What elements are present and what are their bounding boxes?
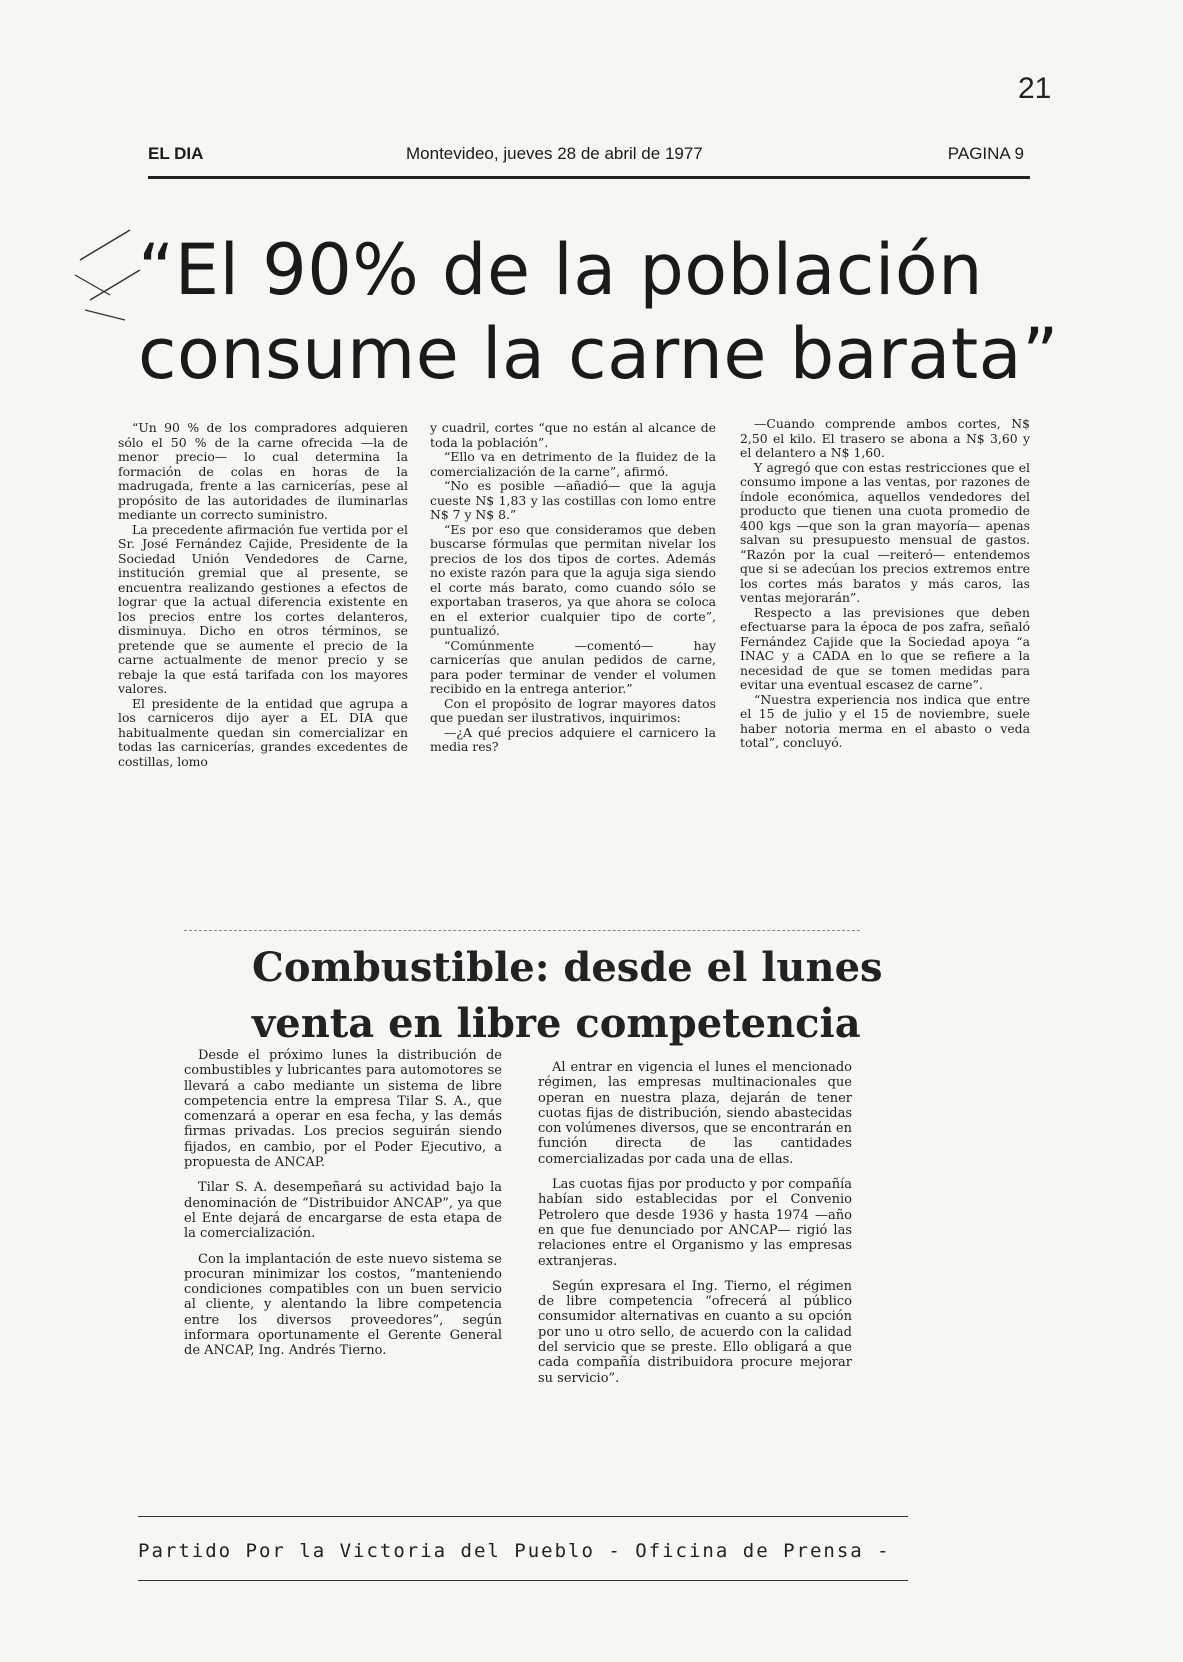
headline-line: “El 90% de la población [138,229,984,311]
paragraph: —¿A qué precios adquiere el carnicero la media res? [430,724,716,754]
newspaper-name: EL DIA [148,144,204,163]
paragraph: “Comúnmente —comentó— hay carnicerías que anulan pedidos de carne, para poder terminar de vender el volumen recibido en la entrega anterior.” [430,637,716,696]
article2-column-1 [184,1048,502,1369]
paragraph: El presidente de la entidad que agrupa a los carniceros dijo ayer a EL DIA que habitualmente quedan sin comercializar en todas las carnicerías, grandes excedentes de costillas, lomo [118,695,408,769]
paragraph: —Cuando comprende ambos cortes, N$ 2,50 el kilo. El trasero se abona a N$ 3,60 y el delantero a N$ 1,60. [740,416,1030,460]
headline-line: Combustible: desde el lunes [252,944,883,991]
paragraph: Con la implantación de este nuevo sistema se procuran minimizar los costos, “manteniendo condiciones compatibles con un buen servicio al cliente, y alentando la libre competencia entre los diversos proveedores”, según informara oportunamente el Gerente General de ANCAP, Ing. Andrés Tierno. [184,1251,502,1359]
paragraph: “Ello va en detrimento de la fluidez de la comercialización de la carne”, afirmó. [430,449,716,479]
paragraph: “Es por eso que consideramos que deben buscarse fórmulas que permitan nivelar los precios de los dos tipos de cortes. Además no existe razón para que la aguja siga siendo el corte más barato, como cuando sólo se exportaban traseros, ya que ahora se coloca en el exterior cualquier tipo de corte”, puntualizó. [430,521,716,638]
paragraph: Las cuotas fijas por producto y por compañía habían sido establecidas por el Convenio Petrolero que desde 1936 y hasta 1974 —año en que fue denunciado por ANCAP— rigió las relaciones entre el Organismo y las empresas extranjeras. [538,1177,852,1269]
paragraph: Según expresara el Ing. Tierno, el régimen de libre competencia “ofrecerá al público consumidor alternativas en cuanto a su opción por uno u otro sello, de acuerdo con la calidad del servicio que se preste. Ello obligará a que cada compañía distribuidora procure mejorar su servicio”. [538,1278,852,1386]
article2-column-2 [538,1060,852,1396]
newspaper-page: PAGINA 9 [947,144,1024,163]
paragraph: La precedente afirmación fue vertida por el Sr. José Fernández Cajide, Presidente de la Sociedad Unión Vendedores de Carne, institución gremial que al presente, se encuentra realizando gestiones a efectos de lograr que la actual diferencia existente en los precios entre los cortes delanteros, disminuya. Dicho en otros términos, se pretende que se aumente el precio de la carne actualmente de menor precio y se rebaje la que está tarifada con los mayores valores. [118,521,408,696]
paragraph: y cuadril, cortes “que no están al alcance de toda la población”. [430,420,716,450]
article2-headline [252,940,883,1052]
page-number: 21 [1018,72,1052,105]
article1-headline [138,228,1059,396]
article1-column-3 [740,417,1030,751]
paragraph: “No es posible —añadió— que la aguja cueste N$ 1,83 y las costillas con lomo entre N$ 7 y N$ 8.” [430,478,716,522]
paragraph: Respecto a las previsiones que deben efectuarse para la época de pos zafra, señaló Fernández Cajide que la Sociedad apoya “a INAC y a CADA en lo que se refiere a la necesidad de que se tomen medidas para evitar una eventual escasez de carne”. [740,604,1030,692]
footer-rule-bottom [138,1580,908,1581]
paragraph: Tilar S. A. desempeñará su actividad bajo la denominación de “Distribuidor ANCAP”, ya que el Ente dejará de encargarse de esta etapa de la comercialización. [184,1180,502,1242]
newspaper-masthead [148,140,1030,179]
paragraph: Y agregó que con estas restricciones que el consumo impone a las ventas, por razones de índole económica, aquellos vendedores del producto que tienen una cuota promedio de 400 kgs —que son la gran mayoría— apenas salvan su presupuesto mensual de gastos. “Razón por la cual —reiteró— entendemos que si se adecúan los precios extremos entre los cortes más baratos y más caros, las ventas mejorarán”. [740,459,1030,605]
paragraph: Desde el próximo lunes la distribución de combustibles y lubricantes para automotores se llevará a cabo mediante un sistema de libre competencia entre la empresa Tilar S. A., que comenzará a operar en esa fecha, y las demás firmas privadas. Los precios seguirán siendo fijados, en cambio, por el Poder Ejecutivo, a propuesta de ANCAP. [184,1048,502,1171]
footer-rule-top [138,1516,908,1517]
paragraph: “Nuestra experiencia nos indica que entre el 15 de julio y el 15 de noviembre, suele haber notoria merma en el abasto o veda total”, concluyó. [740,691,1030,750]
paragraph: Con el propósito de lograr mayores datos que puedan ser ilustrativos, inquirimos: [430,695,716,725]
paragraph: Al entrar en vigencia el lunes el mencionado régimen, las empresas multinacionales que operan en nuestra plaza, dejarán de tener cuotas fijas de distribución, siendo abastecidas con volúmenes diversos, que se encontrarán en función directa de las cantidades comercializadas por cada una de ellas. [538,1060,852,1167]
headline-line: venta en libre competencia [252,1000,861,1047]
publication-date: Montevideo, jueves 28 de abril de 1977 [406,144,703,163]
article1-column-1 [118,421,408,769]
paragraph: “Un 90 % de los compradores adquieren sólo el 50 % de la carne ofrecida —la de menor precio— lo cual determina la formación de colas en horas de la madrugada, frente a las carnicerías, pese al propósito de las autoridades de iluminarlas mediante un correcto suministro. [118,420,408,522]
article1-column-2 [430,421,716,755]
headline-line: consume la carne barata” [138,313,1059,395]
footer-text: Partido Por la Victoria del Pueblo - Oficina de Prensa - [138,1540,891,1562]
